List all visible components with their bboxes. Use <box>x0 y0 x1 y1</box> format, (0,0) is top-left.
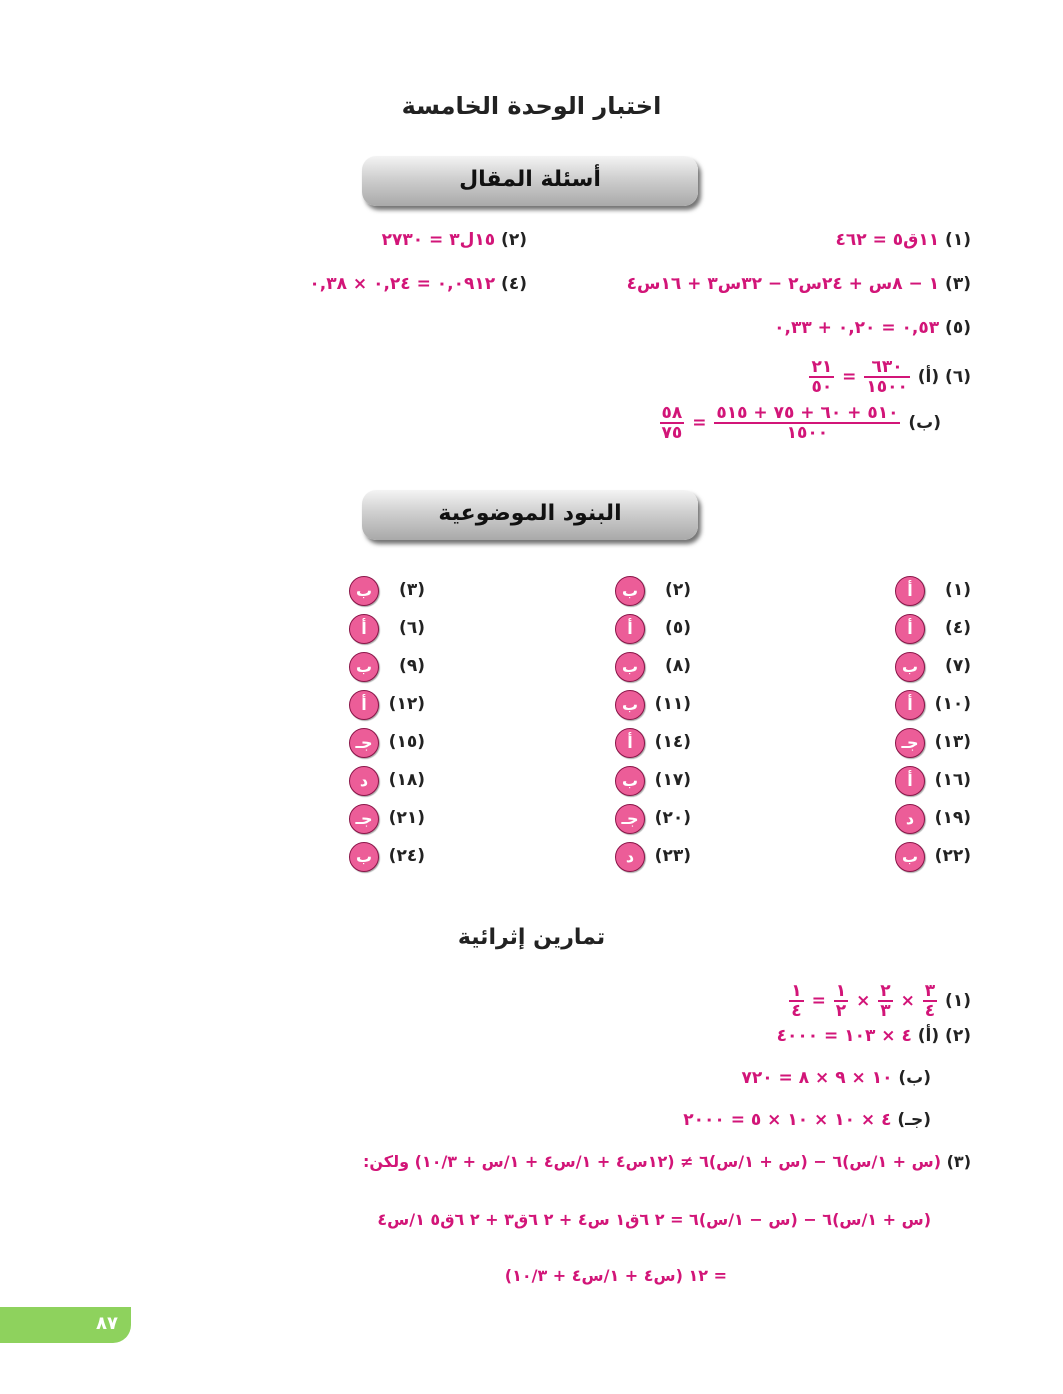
frac-denominator: ٥٠ <box>811 377 833 397</box>
enrichment-e2c-text: ٤ × ١٠ × ١٠ × ٥ = ٢٠٠٠ <box>683 1110 892 1130</box>
page-number: ٨٧ <box>0 1307 131 1343</box>
objective-item-number: (١٣) <box>934 732 971 752</box>
frac-numerator: ٥٨ <box>661 403 683 423</box>
objective-item-number: (١٧) <box>654 770 691 790</box>
fraction <box>878 982 892 1020</box>
essay-q3-label: (٣) <box>945 274 971 294</box>
frac-denominator: ١٥٠٠ <box>866 377 908 397</box>
frac-denominator: ٢ <box>835 1001 847 1021</box>
objective-item-number: (٨) <box>665 656 691 676</box>
objective-answer-badge: أ <box>895 576 925 606</box>
essay-q5-label: (٥) <box>945 318 971 338</box>
frac-numerator: ٢١ <box>811 357 833 377</box>
objective-item <box>521 728 691 758</box>
page-title: اختبار الوحدة الخامسة <box>401 92 662 120</box>
objective-answer-badge: جـ <box>895 728 925 758</box>
objective-item <box>521 804 691 834</box>
objective-item-number: (٢٢) <box>934 846 971 866</box>
objective-item-number: (١٨) <box>388 770 425 790</box>
enrichment-e3-line2: (س + ١/س)٦ − (س − ١/س)٦ = ٢ ٦ق١ س٤ + ٢ ٦ق٣ + ٢ ٦ق٥ ١/س٤ <box>377 1210 931 1229</box>
objective-item <box>255 804 425 834</box>
objective-item-number: (١٢) <box>388 694 425 714</box>
essay-q1-label: (١) <box>945 230 971 250</box>
equals-sign: = <box>842 367 857 387</box>
objective-item-number: (١٩) <box>934 808 971 828</box>
objective-item <box>521 842 691 872</box>
essay-q6a <box>807 358 971 396</box>
objective-item-number: (٩) <box>399 656 425 676</box>
objective-answer-badge: ب <box>615 652 645 682</box>
frac-denominator: ٤ <box>924 1001 936 1021</box>
essay-q6b-fraction-1 <box>714 404 900 442</box>
objective-answer-badge: ب <box>349 842 379 872</box>
objective-item <box>801 804 971 834</box>
essay-q5-text: ٠,٥٣ = ٠,٢٠ + ٠,٣٣ <box>774 318 940 338</box>
frac-numerator: ١ <box>835 981 847 1001</box>
essay-q3 <box>627 274 971 294</box>
essay-q4 <box>309 274 527 294</box>
enrichment-e2b-text: ١٠ × ٩ × ٨ = ٧٢٠ <box>741 1068 893 1088</box>
objective-item <box>801 576 971 606</box>
objective-item <box>801 766 971 796</box>
objective-answer-badge: د <box>615 842 645 872</box>
equals-sign: = <box>692 413 707 433</box>
essay-q1-text: ١١ق٥ = ٤٦٢ <box>835 230 940 250</box>
frac-numerator: ٣ <box>924 981 936 1001</box>
objective-item <box>521 576 691 606</box>
objective-item-number: (١٠) <box>934 694 971 714</box>
essay-q6b-label: (ب) <box>908 413 941 433</box>
objective-answer-badge: أ <box>895 690 925 720</box>
objective-item <box>801 652 971 682</box>
enrichment-e2c-label: (جـ) <box>897 1110 931 1130</box>
essay-q6a-label: (٦) (أ) <box>917 367 971 387</box>
frac-denominator: ٣ <box>880 1001 891 1021</box>
essay-q6a-fraction-1 <box>864 358 910 396</box>
objective-item-number: (٦) <box>399 618 425 638</box>
objective-answer-badge: ب <box>615 690 645 720</box>
frac-numerator: ١ <box>791 981 802 1001</box>
objective-item <box>521 690 691 720</box>
objective-item-number: (٢٣) <box>654 846 691 866</box>
objective-answer-badge: أ <box>349 614 379 644</box>
equals-sign: = <box>811 991 826 1011</box>
objective-answer-badge: أ <box>615 728 645 758</box>
enrichment-e2c <box>683 1110 931 1130</box>
frac-denominator: ٤ <box>791 1001 802 1021</box>
objective-answer-badge: جـ <box>349 804 379 834</box>
fraction <box>834 982 848 1020</box>
enrichment-e2a <box>777 1026 971 1046</box>
enrichment-title: تمارين إثرائية <box>457 925 606 950</box>
essay-q2-label: (٢) <box>501 230 527 250</box>
objective-answer-badge: د <box>895 804 925 834</box>
objective-item <box>255 652 425 682</box>
objective-answer-badge: ب <box>615 576 645 606</box>
frac-denominator: ١٥٠٠ <box>786 423 829 443</box>
objective-item <box>521 652 691 682</box>
enrichment-e1-label: (١) <box>945 991 971 1011</box>
fraction <box>923 982 937 1020</box>
objective-item <box>255 576 425 606</box>
essay-q1 <box>836 230 971 250</box>
objective-item-number: (٢٤) <box>388 846 425 866</box>
enrichment-e2a-text: ٤ × ١٠٣ = ٤٠٠٠ <box>776 1026 912 1046</box>
objective-item-number: (٢١) <box>388 808 425 828</box>
objective-item <box>521 614 691 644</box>
objective-item <box>255 728 425 758</box>
objective-item <box>255 690 425 720</box>
objective-item <box>255 842 425 872</box>
objective-answer-badge: ب <box>349 652 379 682</box>
enrichment-e1 <box>787 982 971 1020</box>
objective-item-number: (٤) <box>945 618 971 638</box>
objective-item <box>255 614 425 644</box>
essay-q6b <box>658 404 942 442</box>
times-sign: × <box>900 991 915 1011</box>
frac-numerator: ٢ <box>880 981 891 1001</box>
enrichment-e3-line1-text: (س + ١/س)٦ − (س + ١/س)٦ ≠ (١٢س٤ + ١/س٤ + ١/س + ١٠/٣) ولكن: <box>362 1152 942 1171</box>
essay-q2 <box>382 230 527 250</box>
objective-answer-badge: د <box>349 766 379 796</box>
frac-numerator: ٥١٠ + ٦٠ + ٧٥ + ٥١٥ <box>716 403 899 423</box>
essay-q4-label: (٤) <box>501 274 527 294</box>
frac-numerator: ٦٣٠ <box>864 358 910 378</box>
objective-item-number: (١) <box>945 580 971 600</box>
enrichment-e2b <box>741 1068 931 1088</box>
objective-answer-badge: أ <box>615 614 645 644</box>
frac-denominator: ٧٥ <box>661 423 683 443</box>
objective-answer-badge: ب <box>895 842 925 872</box>
objective-answer-badge: جـ <box>349 728 379 758</box>
objective-answer-badge: أ <box>349 690 379 720</box>
objective-answer-badge: ب <box>349 576 379 606</box>
essay-q6a-fraction-2 <box>809 358 834 396</box>
enrichment-e3-label: (٣) <box>946 1152 971 1171</box>
objective-item-number: (٢) <box>665 580 691 600</box>
essay-q4-text: ٠,٠٩١٢ = ٠,٢٤ × ٠,٣٨ <box>309 274 496 294</box>
objective-answer-badge: أ <box>895 766 925 796</box>
essay-section-header: أسئلة المقال <box>362 156 698 206</box>
essay-q6b-fraction-2 <box>660 404 685 442</box>
fraction <box>789 982 803 1020</box>
objective-item <box>801 690 971 720</box>
objective-item <box>801 614 971 644</box>
objective-item <box>801 728 971 758</box>
objective-item-number: (١٥) <box>388 732 425 752</box>
essay-q3-text: ١ − ٨س + ٢٤س٢ − ٣٢س٣ + ١٦س٤ <box>626 274 940 294</box>
objective-answer-badge: ب <box>895 652 925 682</box>
objective-item <box>521 766 691 796</box>
enrichment-e2b-label: (ب) <box>898 1068 931 1088</box>
objective-item-number: (١٦) <box>934 770 971 790</box>
objective-item <box>255 766 425 796</box>
objective-item-number: (٣) <box>399 580 425 600</box>
essay-q5 <box>774 318 971 338</box>
enrichment-e3-line1 <box>363 1152 971 1171</box>
objective-item-number: (٧) <box>945 656 971 676</box>
objective-section-header: البنود الموضوعية <box>362 490 698 540</box>
objective-item-number: (١١) <box>654 694 691 714</box>
objective-item-number: (٢٠) <box>654 808 691 828</box>
objective-answer-badge: ب <box>615 766 645 796</box>
objective-item-number: (٥) <box>665 618 691 638</box>
enrichment-e3-line3: = ١٢ (س٤ + ١/س٤ + ١٠/٣) <box>504 1266 727 1285</box>
enrichment-e2a-label: (٢) (أ) <box>917 1026 971 1046</box>
essay-q2-text: ١٥ل٣ = ٢٧٣٠ <box>381 230 496 250</box>
objective-item-number: (١٤) <box>654 732 691 752</box>
objective-answer-badge: أ <box>895 614 925 644</box>
objective-answer-badge: جـ <box>615 804 645 834</box>
times-sign: × <box>856 991 871 1011</box>
objective-item <box>801 842 971 872</box>
